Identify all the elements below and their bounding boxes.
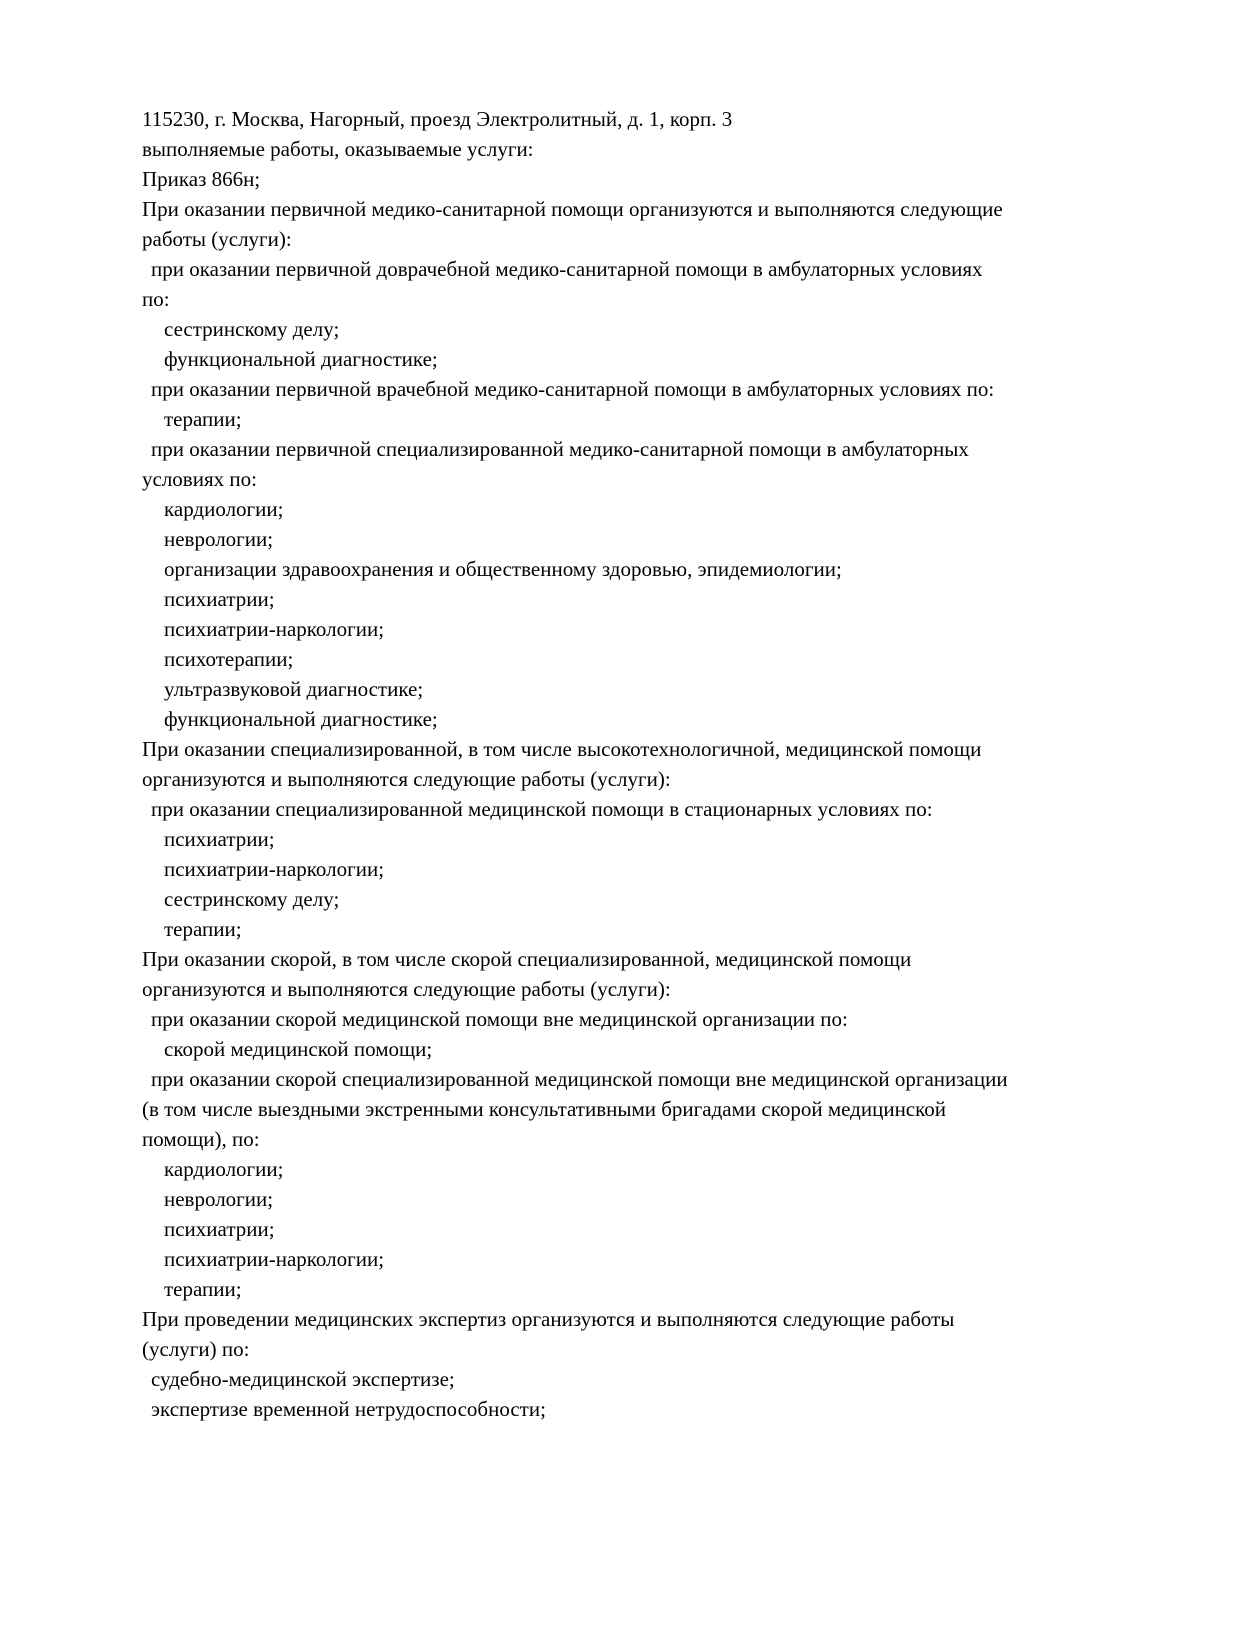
document-line: терапии; bbox=[164, 407, 242, 431]
document-line: при оказании специализированной медицинской помощи в стационарных условиях по: bbox=[151, 797, 933, 821]
document-line: Приказ 866н; bbox=[142, 167, 261, 191]
document-line: при оказании скорой специализированной медицинской помощи вне медицинской организации bbox=[151, 1067, 1008, 1091]
document-line: психиатрии-наркологии; bbox=[164, 617, 385, 641]
document-line: психиатрии; bbox=[164, 587, 275, 611]
license-works-text bbox=[142, 104, 1172, 1424]
document-line: экспертизе временной нетрудоспособности; bbox=[151, 1397, 546, 1421]
document-line: сестринскому делу; bbox=[164, 887, 340, 911]
document-line: кардиологии; bbox=[164, 1157, 284, 1181]
document-line: При оказании скорой, в том числе скорой специализированной, медицинской помощи bbox=[142, 947, 912, 971]
document-line: ультразвуковой диагностике; bbox=[164, 677, 424, 701]
document-line: организации здравоохранения и общественному здоровью, эпидемиологии; bbox=[164, 557, 842, 581]
document-line: условиях по: bbox=[142, 467, 257, 491]
document-line: функциональной диагностике; bbox=[164, 707, 438, 731]
document-line: (в том числе выездными экстренными консультативными бригадами скорой медицинской bbox=[142, 1097, 946, 1121]
document-line: неврологии; bbox=[164, 1187, 274, 1211]
document-line: психиатрии-наркологии; bbox=[164, 1247, 385, 1271]
document-line: сестринскому делу; bbox=[164, 317, 340, 341]
document-line: терапии; bbox=[164, 917, 242, 941]
document-line: судебно-медицинской экспертизе; bbox=[151, 1367, 455, 1391]
document-line: психиатрии; bbox=[164, 1217, 275, 1241]
document-line: кардиологии; bbox=[164, 497, 284, 521]
document-line: психиатрии; bbox=[164, 827, 275, 851]
document-line: организуются и выполняются следующие работы (услуги): bbox=[142, 767, 671, 791]
document-line: терапии; bbox=[164, 1277, 242, 1301]
document-line: функциональной диагностике; bbox=[164, 347, 438, 371]
document-line: неврологии; bbox=[164, 527, 274, 551]
document-line: при оказании первичной доврачебной медико-санитарной помощи в амбулаторных условиях bbox=[151, 257, 983, 281]
document-line: 115230, г. Москва, Нагорный, проезд Электролитный, д. 1, корп. 3 bbox=[142, 107, 733, 131]
document-line: при оказании скорой медицинской помощи вне медицинской организации по: bbox=[151, 1007, 848, 1031]
document-line: по: bbox=[142, 287, 170, 311]
document-line: При оказании специализированной, в том числе высокотехнологичной, медицинской помощи bbox=[142, 737, 982, 761]
document-line: при оказании первичной специализированной медико-санитарной помощи в амбулаторных bbox=[151, 437, 969, 461]
document-line: помощи), по: bbox=[142, 1127, 260, 1151]
document-line: При проведении медицинских экспертиз организуются и выполняются следующие работы bbox=[142, 1307, 955, 1331]
document-line: скорой медицинской помощи; bbox=[164, 1037, 433, 1061]
document-line: При оказании первичной медико-санитарной помощи организуются и выполняются следующие bbox=[142, 197, 1003, 221]
document-line: психотерапии; bbox=[164, 647, 294, 671]
document-line: выполняемые работы, оказываемые услуги: bbox=[142, 137, 534, 161]
document-line: психиатрии-наркологии; bbox=[164, 857, 385, 881]
document-line: организуются и выполняются следующие работы (услуги): bbox=[142, 977, 671, 1001]
document-line: работы (услуги): bbox=[142, 227, 292, 251]
document-line: (услуги) по: bbox=[142, 1337, 250, 1361]
document-line: при оказании первичной врачебной медико-санитарной помощи в амбулаторных условиях по: bbox=[151, 377, 995, 401]
